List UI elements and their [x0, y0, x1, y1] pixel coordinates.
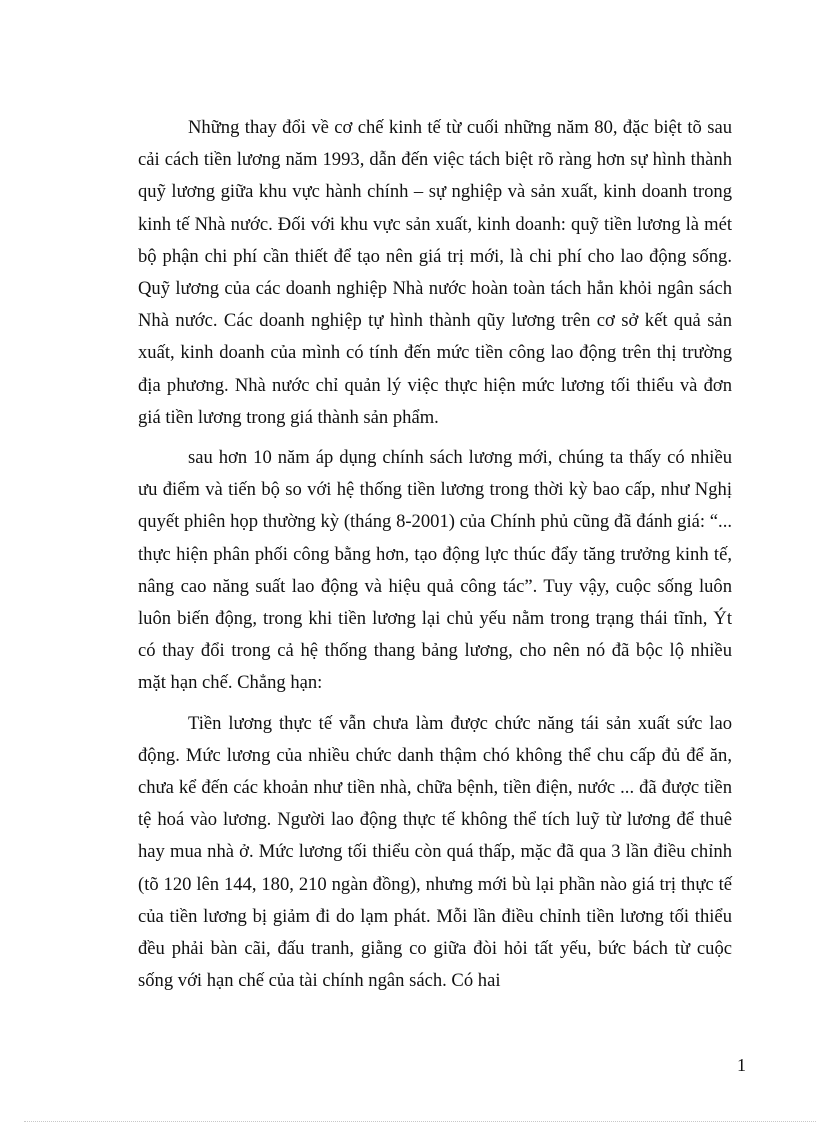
paragraph-1: Những thay đổi về cơ chế kinh tế từ cuối những năm 80, đặc biệt tõ sau cải cách tiền lương năm 1993, dẫn đến việc tách biệt rõ ràng hơn sự hình thành quỹ lương giữa khu vực hành chính – sự nghiệp và sản xuất, kinh doanh trong kinh tế Nhà nước. Đối với khu vực sản xuất, kinh doanh: quỹ tiền lương là mét bộ phận chi phí cần thiết để tạo nên giá trị mới, là chi phí cho lao động sống. Quỹ lương của các doanh nghiệp Nhà nước hoàn toàn tách hẳn khỏi ngân sách Nhà nước. Các doanh nghiệp tự hình thành qũy lương trên cơ sở kết quả sản xuất, kinh doanh của mình có tính đến mức tiền công lao động trên thị trường địa phương. Nhà nước chỉ quản lý việc thực hiện mức lương tối thiểu và đơn giá tiền lương trong giá thành sản phẩm. — [138, 117, 732, 428]
paragraph-2: sau hơn 10 năm áp dụng chính sách lương mới, chúng ta thấy có nhiều ưu điểm và tiến bộ so với hệ thống tiền lương trong thời kỳ bao cấp, như Nghị quyết phiên họp thường kỳ (tháng 8-2001) của Chính phủ cũng đã đánh giá: “... thực hiện phân phối công bằng hơn, tạo động lực thúc đẩy tăng trưởng kinh tế, nâng cao năng suất lao động và hiệu quả công tác”. Tuy vậy, cuộc sống luôn luôn biến động, trong khi tiền lương lại chủ yếu nằm trong trạng thái tĩnh, Ýt có thay đổi trong cả hệ thống thang bảng lương, cho nên nó đã bộc lộ nhiều mặt hạn chế. Chẳng hạn: — [138, 447, 732, 694]
document-body — [138, 112, 732, 997]
paragraph-3: Tiền lương thực tế vẫn chưa làm được chức năng tái sản xuất sức lao động. Mức lương của nhiều chức danh thậm chó không thể chu cấp đủ để ăn, chưa kể đến các khoản như tiền nhà, chữa bệnh, tiền điện, nước ... đã được tiền tệ hoá vào lương. Người lao động thực tế không thể tích luỹ từ lương để thuê hay mua nhà ở. Mức lương tối thiểu còn quá thấp, mặc đã qua 3 lần điều chỉnh (tõ 120 lên 144, 180, 210 ngàn đồng), nhưng mới bù lại phần nào giá trị thực tế của tiền lương bị giảm đi do lạm phát. Mỗi lần điều chỉnh tiền lương tối thiểu đều phải bàn cãi, đấu tranh, giằng co giữa đòi hỏi tất yếu, bức bách từ cuộc sống với hạn chế của tài chính ngân sách. Có hai — [138, 712, 732, 992]
page-bottom-divider — [24, 1121, 816, 1122]
page-number: 1 — [737, 1055, 746, 1075]
